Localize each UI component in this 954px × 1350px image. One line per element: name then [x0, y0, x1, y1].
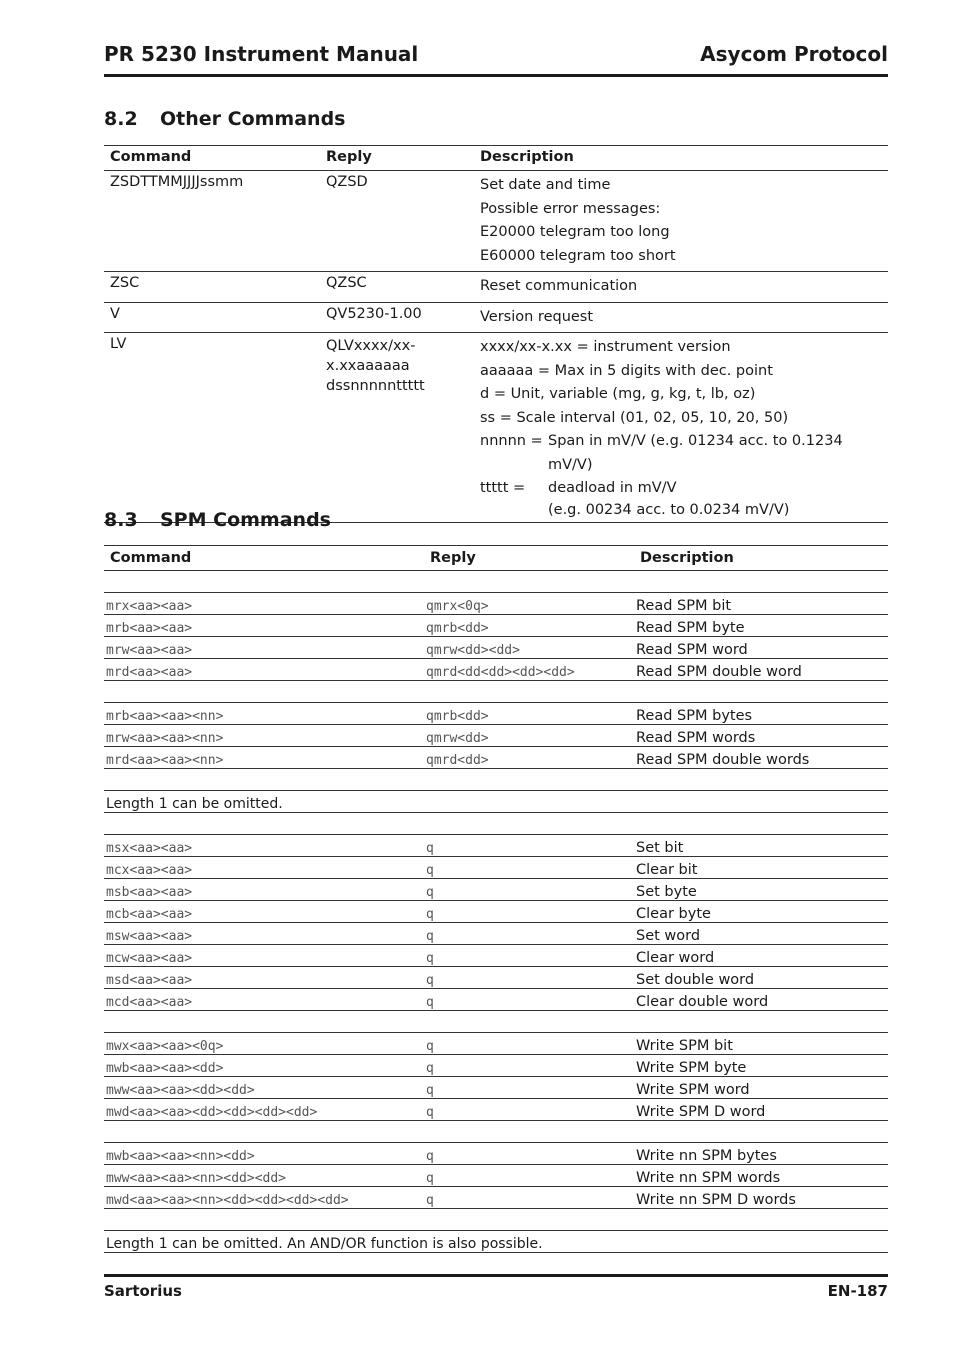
reply-cell: q	[424, 967, 634, 989]
description-cell: Set byte	[634, 879, 888, 901]
command-cell: mrd<aa><aa><nn>	[104, 747, 424, 769]
command-cell: msb<aa><aa>	[104, 879, 424, 901]
spacer-row	[104, 1011, 888, 1033]
description-line: ss = Scale interval (01, 02, 05, 10, 20, 50)	[480, 409, 789, 426]
table-row	[104, 989, 888, 1011]
table-row	[104, 901, 888, 923]
command-cell: mcd<aa><aa>	[104, 989, 424, 1011]
note-row	[104, 1231, 888, 1253]
table-row	[104, 1055, 888, 1077]
reply-line: dssnnnnnttttt	[326, 378, 425, 394]
spacer-cell	[104, 1121, 888, 1143]
reply-cell: q	[424, 989, 634, 1011]
spacer-row	[104, 769, 888, 791]
command-cell: mrw<aa><aa>	[104, 637, 424, 659]
reply-cell: q	[424, 1033, 634, 1055]
table-row	[104, 967, 888, 989]
parameter-key: ttttt =	[480, 480, 526, 496]
reply-cell: QV5230-1.00	[320, 302, 474, 333]
table-row	[104, 857, 888, 879]
spm-commands-table	[104, 545, 888, 1253]
column-header-command: Command	[104, 146, 320, 171]
command-cell: LV	[104, 333, 320, 523]
section-heading-8-2	[104, 108, 345, 130]
table-row	[104, 615, 888, 637]
section-number: 8.3	[104, 509, 138, 531]
table-row	[104, 272, 888, 303]
command-cell: mww<aa><aa><dd><dd>	[104, 1077, 424, 1099]
section-heading-8-3	[104, 509, 331, 531]
table-row	[104, 945, 888, 967]
command-cell: mwb<aa><aa><nn><dd>	[104, 1143, 424, 1165]
command-cell: msw<aa><aa>	[104, 923, 424, 945]
description-cell: Read SPM bit	[634, 593, 888, 615]
reply-cell: q	[424, 1077, 634, 1099]
command-cell: mwd<aa><aa><nn><dd><dd><dd><dd>	[104, 1187, 424, 1209]
command-cell: V	[104, 302, 320, 333]
table-row	[104, 637, 888, 659]
note-row	[104, 791, 888, 813]
description-cell	[474, 171, 888, 272]
table-row	[104, 333, 888, 523]
description-cell: Write SPM D word	[634, 1099, 888, 1121]
description-cell: Read SPM words	[634, 725, 888, 747]
parameter-value-line: (e.g. 00234 acc. to 0.0234 mV/V)	[548, 501, 790, 518]
table-row	[104, 923, 888, 945]
description-cell	[474, 302, 888, 333]
description-cell: Clear word	[634, 945, 888, 967]
table-row	[104, 1033, 888, 1055]
table-row	[104, 879, 888, 901]
spacer-cell	[104, 1209, 888, 1231]
parameter-line	[480, 430, 882, 477]
description-cell: Clear byte	[634, 901, 888, 923]
reply-cell: QZSC	[320, 272, 474, 303]
parameter-value	[548, 430, 882, 477]
spacer-cell	[104, 571, 888, 593]
table-row	[104, 1165, 888, 1187]
column-header-command: Command	[104, 546, 424, 571]
table-header-row	[104, 146, 888, 171]
description-cell: Write nn SPM D words	[634, 1187, 888, 1209]
reply-cell: q	[424, 857, 634, 879]
manual-title: PR 5230 Instrument Manual	[104, 42, 419, 66]
chapter-title: Asycom Protocol	[700, 42, 888, 66]
command-cell: msd<aa><aa>	[104, 967, 424, 989]
table-row	[104, 1077, 888, 1099]
command-cell: mwd<aa><aa><dd><dd><dd><dd>	[104, 1099, 424, 1121]
reply-cell: q	[424, 945, 634, 967]
command-cell: mrw<aa><aa><nn>	[104, 725, 424, 747]
parameter-value-line: Span in mV/V (e.g. 01234 acc. to 0.1234 mV/V)	[548, 433, 843, 473]
reply-cell: q	[424, 923, 634, 945]
command-cell: mwx<aa><aa><0q>	[104, 1033, 424, 1055]
table-row	[104, 659, 888, 681]
reply-cell: qmrb<dd>	[424, 615, 634, 637]
spacer-row	[104, 1121, 888, 1143]
page-header	[104, 40, 888, 77]
description-line: Reset communication	[480, 278, 638, 294]
reply-cell: qmrx<0q>	[424, 593, 634, 615]
reply-cell: q	[424, 1143, 634, 1165]
description-cell: Write nn SPM words	[634, 1165, 888, 1187]
parameter-key: nnnnn =	[480, 433, 543, 449]
reply-cell: q	[424, 879, 634, 901]
description-line: xxxx/xx-x.xx = instrument version	[480, 339, 731, 355]
command-cell: ZSC	[104, 272, 320, 303]
reply-cell: qmrb<dd>	[424, 703, 634, 725]
reply-cell: q	[424, 835, 634, 857]
column-header-reply: Reply	[320, 146, 474, 171]
reply-cell: qmrw<dd>	[424, 725, 634, 747]
command-cell: mcw<aa><aa>	[104, 945, 424, 967]
description-line: Version request	[480, 308, 594, 325]
table-row	[104, 1099, 888, 1121]
table-header-row	[104, 546, 888, 571]
table-row	[104, 703, 888, 725]
command-cell: mrx<aa><aa>	[104, 593, 424, 615]
company-name: Sartorius	[104, 1282, 182, 1300]
column-header-reply: Reply	[424, 546, 634, 571]
reply-cell: QZSD	[320, 171, 474, 272]
table-row	[104, 725, 888, 747]
description-line: E60000 telegram too short	[480, 247, 676, 264]
reply-cell: q	[424, 901, 634, 923]
description-cell: Clear bit	[634, 857, 888, 879]
page-footer	[104, 1274, 888, 1300]
description-cell: Write SPM bit	[634, 1033, 888, 1055]
spacer-row	[104, 681, 888, 703]
command-cell: mcx<aa><aa>	[104, 857, 424, 879]
description-cell: Read SPM byte	[634, 615, 888, 637]
description-line: Set date and time	[480, 177, 611, 193]
reply-cell: qmrw<dd><dd>	[424, 637, 634, 659]
note-text: Length 1 can be omitted.	[104, 791, 888, 813]
description-cell: Write nn SPM bytes	[634, 1143, 888, 1165]
description-cell: Read SPM double words	[634, 747, 888, 769]
command-cell: mcb<aa><aa>	[104, 901, 424, 923]
command-cell: mww<aa><aa><nn><dd><dd>	[104, 1165, 424, 1187]
description-cell: Write SPM word	[634, 1077, 888, 1099]
reply-cell: qmrd<dd>	[424, 747, 634, 769]
description-cell: Read SPM double word	[634, 659, 888, 681]
table-row	[104, 747, 888, 769]
reply-line: x.xxaaaaaa	[326, 358, 410, 374]
reply-cell: q	[424, 1187, 634, 1209]
command-cell: mrb<aa><aa><nn>	[104, 703, 424, 725]
description-line: d = Unit, variable (mg, g, kg, t, lb, oz)	[480, 386, 756, 402]
section-number: 8.2	[104, 108, 138, 130]
command-cell: mrd<aa><aa>	[104, 659, 424, 681]
spacer-row	[104, 813, 888, 835]
other-commands-table	[104, 145, 888, 523]
description-cell: Set bit	[634, 835, 888, 857]
column-header-description: Description	[474, 146, 888, 171]
column-header-description: Description	[634, 546, 888, 571]
table-row	[104, 593, 888, 615]
description-line: E20000 telegram too long	[480, 224, 670, 240]
description-cell: Set word	[634, 923, 888, 945]
command-cell: mrb<aa><aa>	[104, 615, 424, 637]
description-cell: Set double word	[634, 967, 888, 989]
description-cell	[474, 333, 888, 523]
table-row	[104, 1187, 888, 1209]
description-cell: Read SPM word	[634, 637, 888, 659]
section-title: Other Commands	[160, 108, 346, 130]
description-cell: Write SPM byte	[634, 1055, 888, 1077]
table-row	[104, 302, 888, 333]
description-cell: Clear double word	[634, 989, 888, 1011]
spacer-cell	[104, 769, 888, 791]
spacer-row	[104, 571, 888, 593]
spacer-cell	[104, 681, 888, 703]
parameter-line	[480, 477, 882, 519]
reply-cell	[320, 333, 474, 523]
table-row	[104, 1143, 888, 1165]
reply-line: QLVxxxx/xx-	[326, 338, 416, 354]
description-line: Possible error messages:	[480, 200, 661, 217]
spacer-cell	[104, 1011, 888, 1033]
reply-cell: q	[424, 1099, 634, 1121]
note-text: Length 1 can be omitted. An AND/OR function is also possible.	[104, 1231, 888, 1253]
section-title: SPM Commands	[160, 509, 331, 531]
reply-cell: q	[424, 1165, 634, 1187]
command-cell: msx<aa><aa>	[104, 835, 424, 857]
parameter-value-line: deadload in mV/V	[548, 480, 677, 496]
description-line: aaaaaa = Max in 5 digits with dec. point	[480, 362, 773, 379]
spacer-row	[104, 1209, 888, 1231]
description-cell: Read SPM bytes	[634, 703, 888, 725]
table-row	[104, 171, 888, 272]
reply-cell: qmrd<dd<dd><dd><dd>	[424, 659, 634, 681]
reply-cell: q	[424, 1055, 634, 1077]
page-number: EN-187	[827, 1282, 888, 1300]
parameter-value	[548, 477, 789, 519]
description-cell	[474, 272, 888, 303]
spacer-cell	[104, 813, 888, 835]
command-cell: mwb<aa><aa><dd>	[104, 1055, 424, 1077]
table-row	[104, 835, 888, 857]
command-cell: ZSDTTMMJJJJssmm	[104, 171, 320, 272]
